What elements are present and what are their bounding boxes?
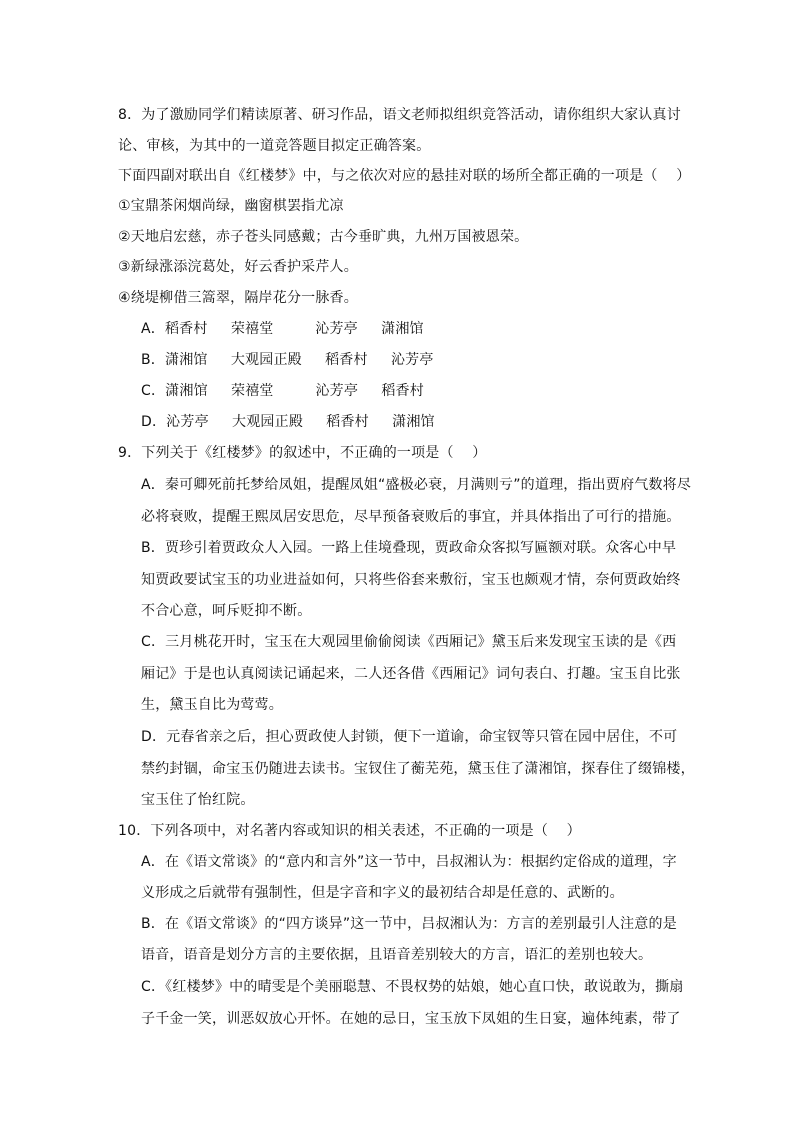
- q9-option-b-line-1: B．贾珍引着贾政众人入园。一路上佳境叠现，贾政命众客拟写匾额对联。众客心中早: [141, 540, 677, 556]
- q8-stem-line-3: 下面四副对联出自《红楼梦》中，与之依次对应的悬挂对联的场所全都正确的一项是（ ）: [118, 168, 691, 184]
- q8-stem-line-2: 论、审核，为其中的一道竞答题目拟定正确答案。: [118, 138, 431, 154]
- q8-couplet-2: ②天地启宏慈，赤子苍头同感戴；古今垂旷典，九州万国被恩荣。: [118, 229, 529, 245]
- q9-option-c-line-3: 生，黛玉自比为莺莺。: [141, 697, 283, 713]
- q9-option-d-line-1: D．元春省亲之后，担心贾政使人封锁，便下一道谕，命宝钗等只管在园中居住，不可: [141, 729, 678, 745]
- q8-couplet-3: ③新绿涨添浣葛处，好云香护采芹人。: [118, 259, 358, 275]
- q9-option-d-line-2: 禁约封锢，命宝玉仍随进去读书。宝钗住了蘅芜苑，黛玉住了潇湘馆，探春住了缀锦楼，: [141, 761, 695, 777]
- q8-option-d: D．沁芳亭 大观园正殿 稻香村 潇湘馆: [141, 414, 435, 430]
- q9-option-b-line-3: 不合心意，呵斥贬抑不断。: [141, 603, 312, 619]
- q10-option-a-line-2: 义形成之后就带有强制性，但是字音和字义的最初结合却是任意的、武断的。: [141, 885, 624, 901]
- q8-stem-line-1: 8．为了激励同学们精读原著、研习作品，语文老师拟组织竞答活动，请你组织大家认真讨: [118, 107, 681, 123]
- q8-option-b: B．潇湘馆 大观园正殿 稻香村 沁芳亭: [141, 352, 434, 368]
- q10-option-a-line-1: A．在《语文常谈》的“意内和言外”这一节中，吕叔湘认为：根据约定俗成的道理，字: [141, 854, 677, 870]
- q8-couplet-1: ①宝鼎茶闲烟尚绿，幽窗棋罢指尤凉: [118, 198, 344, 214]
- q9-option-c-line-2: 厢记》于是也认真阅读记诵起来，二人还各借《西厢记》词句表白、打趣。宝玉自比张: [141, 666, 681, 682]
- q10-stem: 10．下列各项中，对名著内容或知识的相关表述，不正确的一项是（ ）: [118, 823, 581, 839]
- q10-option-b-line-2: 语音，语音是划分方言的主要依据，且语音差别较大的方言，语汇的差别也较大。: [141, 947, 653, 963]
- q10-option-c-line-1: C．《红楼梦》中的晴雯是个美丽聪慧、不畏权势的姑娘，她心直口快，敢说敢为，撕扇: [141, 979, 684, 995]
- q9-option-a-line-2: 必将衰败，提醒王熙凤居安思危，尽早预备衰败后的事宜，并具体指出了可行的措施。: [141, 509, 681, 525]
- q9-option-c-line-1: C．三月桃花开时，宝玉在大观园里偷偷阅读《西厢记》黛玉后来发现宝玉读的是《西: [141, 634, 677, 650]
- q9-stem: 9．下列关于《红楼梦》的叙述中，不正确的一项是（ ）: [118, 445, 487, 461]
- q10-option-b-line-1: B．在《语文常谈》的“四方谈异”这一节中，吕叔湘认为：方言的差别最引人注意的是: [141, 916, 677, 932]
- q8-option-a: A．稻香村 荣禧堂 沁芳亭 潇湘馆: [141, 321, 424, 337]
- q9-option-b-line-2: 知贾政要试宝玉的功业进益如何，只将些俗套来敷衍，宝玉也颇观才情，奈何贾政始终: [141, 572, 681, 588]
- q9-option-a-line-1: A．秦可卿死前托梦给凤姐，提醒凤姐“盛极必衰，月满则亏”的道理，指出贾府气数将尽: [141, 477, 692, 493]
- q10-option-c-line-2: 子千金一笑，训恶奴放心开怀。在她的忌日，宝玉放下凤姐的生日宴，遍体纯素，带了: [141, 1011, 681, 1027]
- q8-option-c: C．潇湘馆 荣禧堂 沁芳亭 稻香村: [141, 383, 424, 399]
- q8-couplet-4: ④绕堤柳借三篙翠，隔岸花分一脉香。: [118, 290, 358, 306]
- q9-option-d-line-3: 宝玉住了怡红院。: [141, 792, 255, 808]
